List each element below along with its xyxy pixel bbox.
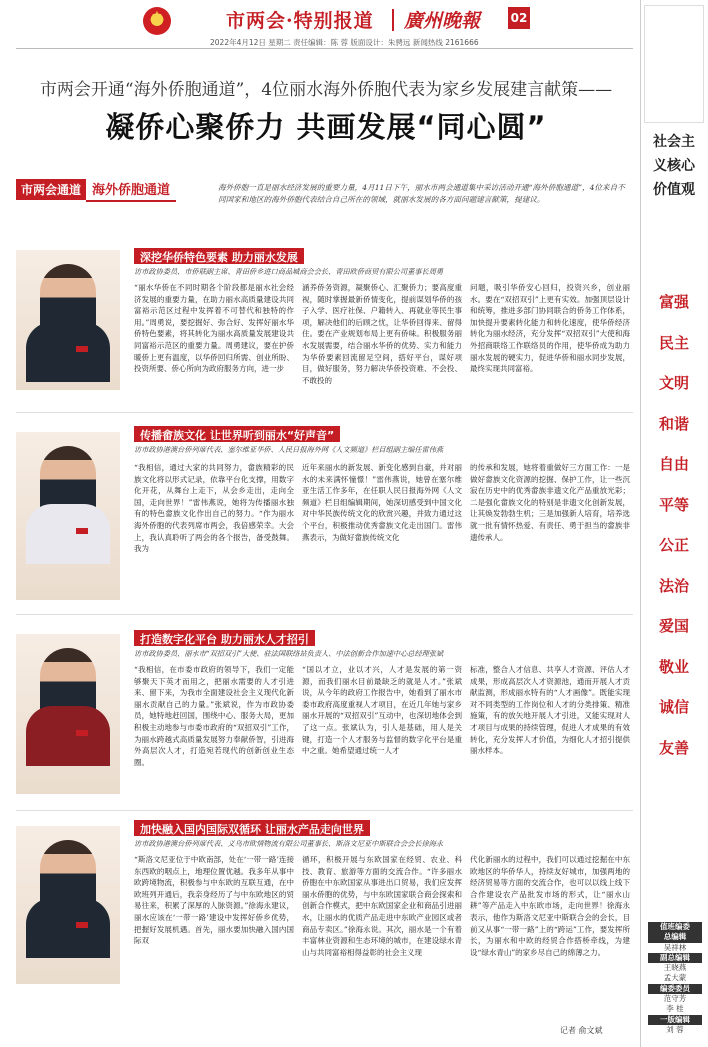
value-item: 平等 xyxy=(658,495,689,514)
article-column: 代化新丽水的过程中，我们可以通过挖掘在中东欧地区的华侨华人，持续友好城市，加强两地的经济贸易等方面的交流合作，也可以以线上线下合作建设农产品批发市场的形式，让“丽水山耕”等产品走入中东欧市场，走向世界！徐海永表示，他作为斯洛文尼亚中斯联合会的会长，目前又从事“一带一路”上的“跨运”工作，要发挥所长，为丽水和中欧的经贸合作搭桥牵线，为建设“绿水青山”的家乡尽自己的绵薄之力。 xyxy=(470,855,630,957)
value-item: 富强 xyxy=(658,293,689,311)
section-tag xyxy=(16,178,176,200)
person-body xyxy=(26,706,110,766)
article-4 xyxy=(16,818,633,1023)
badge-icon xyxy=(76,730,88,736)
editor-label: 值班编委 xyxy=(648,922,702,932)
article-title: 加快融入国内国际双循环 让丽水产品走向世界 xyxy=(134,820,370,836)
headline-subtitle: 市两会开通“海外侨胞通道”，4位丽水海外侨胞代表为家乡发展建言献策—— xyxy=(39,80,613,100)
editor-label: 一版编辑 xyxy=(648,1015,702,1025)
article-column: 标准，整合人才信息、共享人才资源、评估人才成果，形成高层次人才资源池，通而开展人才贡献监测，形成丽水特有的“人才画像”。既能实现对不同类型的工作岗位和人才的分类排策、精准施策，有的放矢地开展人才引进，又能实现对人才项目与成果的持续管理，促进人才成果的有效转化，充分发挥人才价值，为细化人才招引提供丽水样本。 xyxy=(470,665,630,756)
editor-name: 孟大蒙 xyxy=(663,973,687,983)
sidebar-top-box xyxy=(644,5,704,123)
value-item: 和谐 xyxy=(658,414,689,433)
badge-icon xyxy=(76,528,88,534)
article-column: “我相信，在市委市政府的领导下，我们一定能够聚天下英才而用之，把丽水需要的人才引进来、留下来，为我市全面建设社会主义现代化新丽水贡献自己的力量。”张斌说，作为市政协委员，她特地赶回国，围绕中心、服务大局，更加积极主动地参与市委市政府的“双招双引”工作，为丽水跨越式高质量发展努力奉献侨智，引进海外高层次人才，打造宛若现代的创新创业生态圈。 xyxy=(134,665,294,767)
value-item: 敬业 xyxy=(658,657,689,676)
article-column: “我相信，通过大家的共同努力，畲族精彩的民族文化将以形式记录，依靠平台化支撑，用数字化开花，从舞台上走下，从会乡走出，走向全国，走向世界！”雷伟燕说，她将为传播丽水独有的特色畲族文化作出自己的努力。“作为丽水海外侨胞的代表列席市两会，我倍感荣幸。大会上，我认真聆听了两会的各个报告，备受鼓舞。我为 xyxy=(134,463,294,554)
person-body xyxy=(26,504,110,564)
portrait-photo xyxy=(16,250,120,390)
headline-title: 凝侨心聚侨力 共画发展“同心圆” xyxy=(105,110,547,144)
sidebar-heading: 社会主义核心价值观 xyxy=(653,134,695,198)
article-column: 涵养侨务资源，凝聚侨心、汇聚侨力；要高度重视，随时掌握最新侨情变化，提前谋划华侨的孩子入学、医疗社保、户籍转入、再就业等民生事项，解决他们的后顾之忧，让华侨回得来、留得住。要在产业规划布局上更有侨味。积极服务丽水发展需要，结合丽水华侨的优势、实力和能力为华侨要素回流留足空间，搭好平台，谋好项目，做好服务，努力解决华侨投资难、不会投、不敢投的 xyxy=(302,283,462,385)
article-byline: 访市政协委员、市侨联副主席、青田侨乡进口商品城商会会长、青田欧侨商贸有限公司董事长周勇 xyxy=(134,267,444,276)
article-columns xyxy=(134,664,630,792)
sidebar-values xyxy=(648,282,700,768)
article-byline: 访市政协委员、丽水市“双招双引”大使、驻法国联络站负责人、中法创新合作加速中心总经理张斌 xyxy=(134,649,444,658)
paper-name: 廣州晚報 xyxy=(404,10,481,32)
value-item: 法治 xyxy=(658,576,689,595)
article-divider xyxy=(16,614,633,615)
editor-name: 刘 蓉 xyxy=(666,1024,684,1034)
section-tag-gold: 海外侨胞通道 xyxy=(86,177,176,202)
person-body xyxy=(26,322,110,382)
article-column: 循环，积极开展与东欧国家在经贸、农业、科技、教育、旅游等方面的交流合作。“许多丽水侨胞在中东欧国家从事进出口贸易，我们应发挥丽水侨胞的优势，与中东欧国家联合商会探索和创新合作模式，把中东欧国家企业和商品引进丽水，让丽水的优质产品走进中东欧产业园区或者商品专卖区。”徐海永说。其次，丽水是一个有着丰富林业资源和生态环境的城市，在建设绿水青山与共同富裕相得益彰的社会主义现 xyxy=(302,855,462,957)
editor-name: 范守芳 xyxy=(663,994,687,1004)
article-columns xyxy=(134,282,630,392)
section-title: 市两会·特别报道 xyxy=(226,10,374,32)
value-item: 诚信 xyxy=(658,698,689,716)
portrait-photo xyxy=(16,634,120,794)
reporter-credit: 记者 俞文斌 xyxy=(560,1026,603,1035)
article-1 xyxy=(16,246,633,396)
article-title: 打造数字化平台 助力丽水人才招引 xyxy=(134,630,315,646)
masthead-meta: 2022年4月12日 星期二 责任编辑：陈 蓉 版面设计：朱骋远 新闻热线 2161666 xyxy=(210,38,479,47)
masthead xyxy=(0,0,640,48)
article-2 xyxy=(16,424,633,604)
badge-icon xyxy=(76,922,88,928)
article-columns xyxy=(134,462,630,592)
masthead-rule xyxy=(16,48,633,49)
article-byline: 访市政协港澳台侨列席代表、义乌市欧情物流有限公司董事长、斯洛文尼亚中斯联合会会长徐海永 xyxy=(134,839,444,848)
article-byline: 访市政协港澳台侨列席代表、塞尔维亚华侨、人民日报海外网《人文频道》栏目组副主编任雷伟燕 xyxy=(134,445,444,454)
value-item: 民主 xyxy=(658,333,689,352)
value-item: 文明 xyxy=(658,374,689,392)
editor-name: 吴祥林 xyxy=(663,942,687,952)
article-column: 近年来丽水的新发展、新变化感到自豪，并对丽水的未来满怀憧憬！”雷伟燕说，她曾在塞尔维亚生活工作多年，在任职人民日报海外网《人文频道》栏目组编辑期间，她深切感受到中国文化对中华民族传统文化的欣赏兴趣，并致力通过这个平台，积极推动优秀畲族文化走出国门。雷伟燕表示，为做好畲族传统文化 xyxy=(302,463,462,542)
article-divider xyxy=(16,412,633,413)
article-column: “斯洛文尼亚位于中欧南部，处在‘一带一路’连接东西欧的咽点上，地理位置优越。我多年从事中欧跨境物流，积极参与中东欧的互联互通，在中欧班列开通后，我亲身经历了与中东欧地区的贸易往来，积累了深厚的人脉资源。”徐海永建议，丽水应该在‘一带一路’建设中发挥好侨乡优势，把握好发展机遇。首先，丽水要加快融入国内国际双 xyxy=(134,855,294,946)
editor-label: 编委委员 xyxy=(648,984,702,994)
star-icon: ★ xyxy=(151,9,163,24)
editor-label: 总编辑 xyxy=(648,932,702,942)
intro-text: 海外侨胞一直是丽水经济发展的重要力量，4月11日下午，丽水市两会通道集中采访活动开通“海外侨胞通道”，4位来自不同国家和地区的海外侨胞代表结合自己所在的领域，就丽水发展的各方面问题建言献策，提建议。 xyxy=(218,183,625,204)
editor-name: 王晓燕 xyxy=(663,963,687,973)
person-body xyxy=(26,898,110,958)
article-title: 深挖华侨特色要素 助力丽水发展 xyxy=(134,248,304,264)
portrait-photo xyxy=(16,432,120,600)
masthead-divider xyxy=(392,9,394,31)
badge-icon xyxy=(76,346,88,352)
value-item: 公正 xyxy=(658,536,689,554)
editor-name: 李 桂 xyxy=(666,1004,684,1014)
editor-list xyxy=(648,922,702,1035)
portrait-photo xyxy=(16,826,120,984)
article-divider xyxy=(16,810,633,811)
article-column: “丽水华侨在不同时期各个阶段都是丽水社会经济发展的重要力量，在助力丽水高质量建设共同富裕示范区过程中发挥着不可替代和独特的作用。”周勇说，要挖掘好、弥合好、发挥好丽水华侨特色要素，将其转化为丽水高质量发展建设共同富裕示范区的重要力量。周勇建议，要在护侨暖侨上更有温度，以华侨回归所需、创业所盼、投资所要、侨心所向为政府服务方向，进一步 xyxy=(134,283,294,374)
article-column: 的传承和发展，她将着重做好三方面工作：一是做好畲族文化资源的挖掘、保护工作，让一些沉寂在历史中的优秀畲族非遗文化产品重放光彩；二是强化畲族文化的特别是非遗文化创新发展，让其焕发勃勃生机；三是加强新人培育，培养选就一批有情怀热爱、有责任、勇于担当的畲族非遗传承人。 xyxy=(470,463,630,542)
section-tag-red: 市两会通道 xyxy=(16,179,86,200)
article-column: 问题，吸引华侨安心回归，投资兴乡，创业丽水。要在“双招双引”上更有实效。加强顶层设计和统筹，推进多部门协同联合的侨务工作体系，加快提升要素转化能力和转化速度，使华侨经济转化为丽水经济，充分发挥“双招双引”大使和海外招商联络工作联络员的作用，使华侨成为助力丽水发展的硬实力，促进华侨和丽水同步发展，最终实现共同富裕。 xyxy=(470,283,630,374)
article-title: 传播畲族文化 让世界听到丽水“好声音” xyxy=(134,426,340,442)
editor-label: 副总编辑 xyxy=(648,953,702,963)
article-column: “国以才立，业以才兴，人才是发展的第一资源，而我们丽水目前最缺乏的就是人才。”张斌说，从今年的政府工作报告中，她看到了丽水市委市政府高度重视人才项目，在近几年她与家乡丽水开展的“双招双引”互动中，也深切地体会到了这一点。张斌认为，引人是基础，用人是关键，打造一个人才服务与监督的数字化平台是重中之重。她希望通过统一人才 xyxy=(302,665,462,756)
article-3 xyxy=(16,628,633,798)
value-item: 爱国 xyxy=(658,617,689,635)
value-item: 自由 xyxy=(658,455,689,473)
value-item: 友善 xyxy=(658,738,689,757)
page-number: 02 xyxy=(508,7,530,29)
article-columns xyxy=(134,854,630,1022)
